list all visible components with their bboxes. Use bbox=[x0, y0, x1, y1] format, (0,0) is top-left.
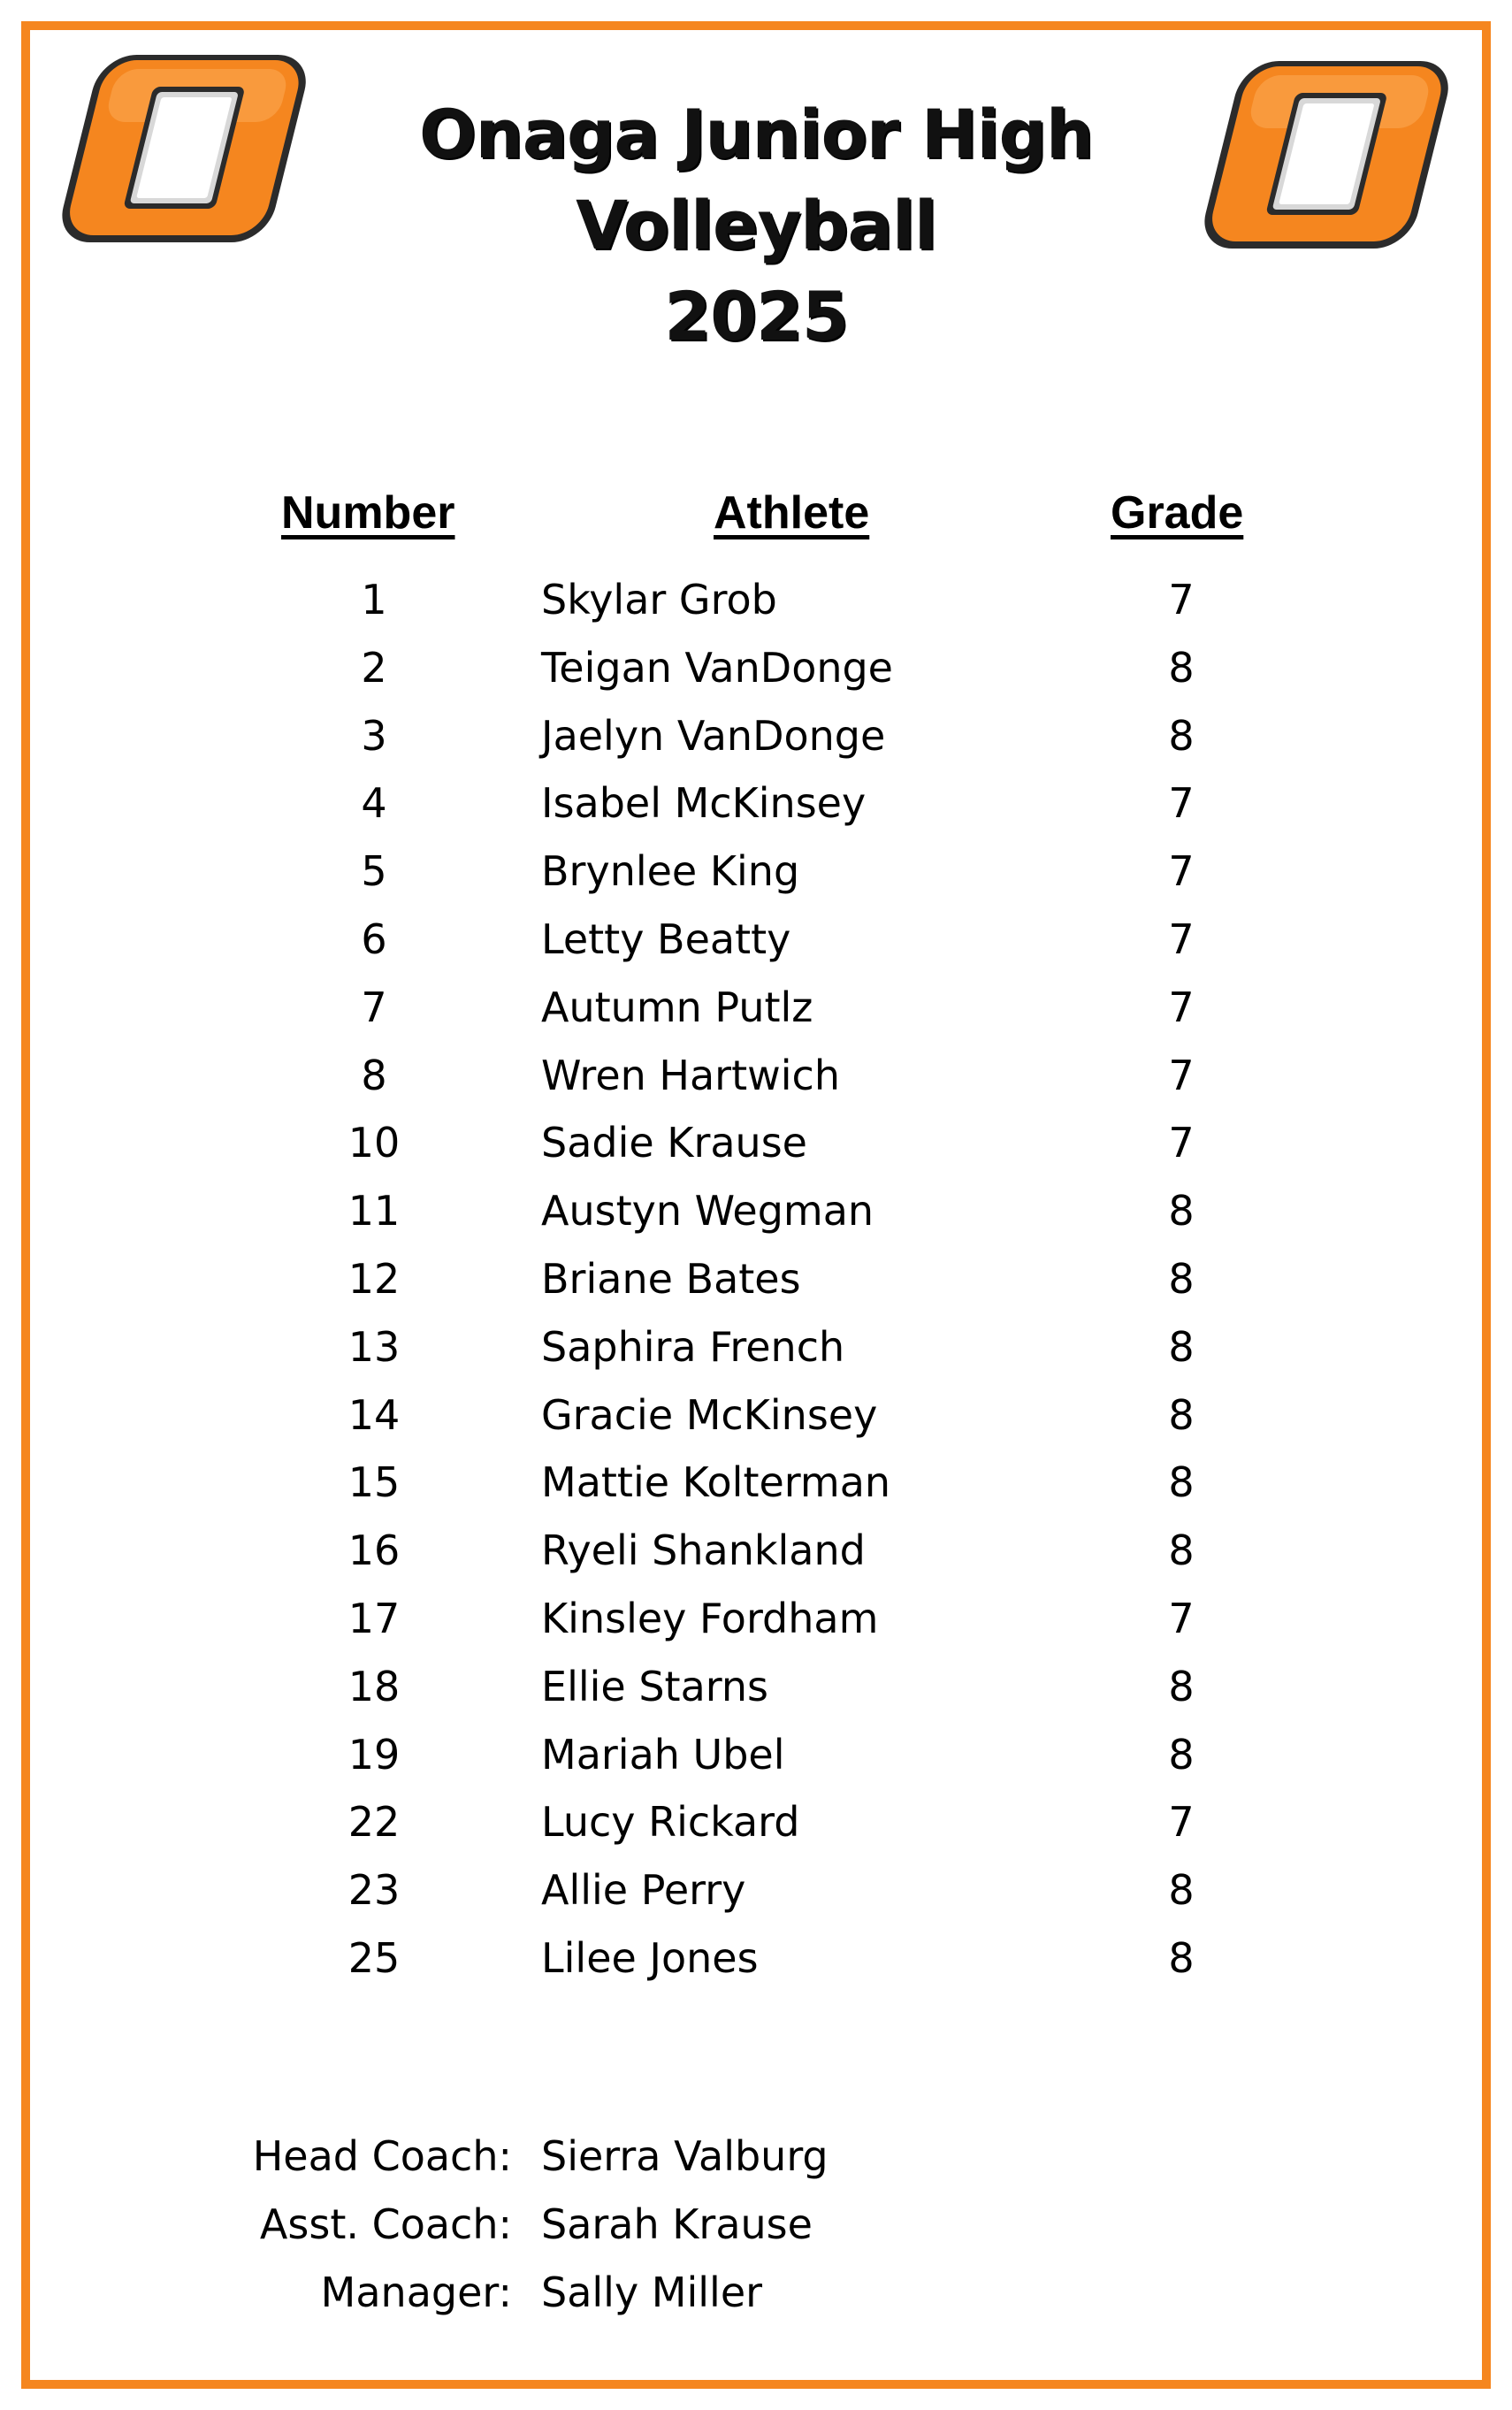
cell-number: 2 bbox=[361, 643, 387, 692]
cell-athlete: Lilee Jones bbox=[541, 1933, 759, 1982]
title-line-year: 2025 bbox=[664, 277, 848, 356]
cell-grade: 8 bbox=[1168, 1866, 1195, 1915]
cell-number: 4 bbox=[361, 779, 387, 828]
cell-number: 10 bbox=[347, 1119, 401, 1167]
table-row bbox=[0, 1653, 1512, 1721]
table-row bbox=[0, 769, 1512, 838]
table-row bbox=[0, 1109, 1512, 1177]
cell-grade: 8 bbox=[1168, 1322, 1195, 1371]
staff-name: Sierra Valburg bbox=[541, 2132, 829, 2180]
cell-athlete: Briane Bates bbox=[541, 1254, 801, 1303]
table-row bbox=[0, 1788, 1512, 1856]
staff-row-head-coach bbox=[0, 2123, 1512, 2191]
table-row bbox=[0, 634, 1512, 702]
cell-athlete: Teigan VanDonge bbox=[541, 643, 893, 692]
cell-number: 3 bbox=[361, 711, 387, 760]
cell-grade: 8 bbox=[1168, 1933, 1195, 1982]
table-row bbox=[0, 1856, 1512, 1924]
cell-grade: 8 bbox=[1168, 1662, 1195, 1710]
table-row bbox=[0, 1313, 1512, 1381]
staff-name: Sally Miller bbox=[541, 2268, 763, 2316]
title-line-sport: Volleyball bbox=[576, 186, 936, 264]
table-row bbox=[0, 1924, 1512, 1993]
cell-number: 8 bbox=[361, 1051, 387, 1099]
cell-grade: 7 bbox=[1168, 1594, 1195, 1642]
cell-number: 25 bbox=[347, 1933, 401, 1982]
cell-number: 15 bbox=[347, 1458, 401, 1507]
table-row bbox=[0, 1449, 1512, 1517]
table-row bbox=[0, 702, 1512, 770]
header-number: Number bbox=[281, 487, 455, 539]
cell-grade: 7 bbox=[1168, 1119, 1195, 1167]
cell-grade: 8 bbox=[1168, 1730, 1195, 1779]
header-athlete: Athlete bbox=[714, 487, 870, 539]
cell-grade: 7 bbox=[1168, 576, 1195, 624]
cell-number: 18 bbox=[347, 1662, 401, 1710]
cell-athlete: Letty Beatty bbox=[541, 914, 791, 963]
cell-number: 5 bbox=[361, 847, 387, 896]
cell-grade: 8 bbox=[1168, 711, 1195, 760]
cell-athlete: Skylar Grob bbox=[541, 576, 777, 624]
cell-number: 16 bbox=[347, 1526, 401, 1575]
cell-grade: 8 bbox=[1168, 1458, 1195, 1507]
table-row bbox=[0, 974, 1512, 1042]
cell-number: 22 bbox=[347, 1798, 401, 1847]
table-row bbox=[0, 1381, 1512, 1450]
table-row bbox=[0, 1721, 1512, 1789]
cell-number: 1 bbox=[361, 576, 387, 624]
cell-grade: 8 bbox=[1168, 643, 1195, 692]
cell-grade: 7 bbox=[1168, 1798, 1195, 1847]
cell-athlete: Jaelyn VanDonge bbox=[541, 711, 886, 760]
table-row bbox=[0, 1585, 1512, 1653]
table-row bbox=[0, 566, 1512, 634]
cell-athlete: Sadie Krause bbox=[541, 1119, 807, 1167]
cell-grade: 7 bbox=[1168, 847, 1195, 896]
table-row bbox=[0, 1245, 1512, 1313]
header-grade: Grade bbox=[1111, 487, 1244, 539]
cell-athlete: Austyn Wegman bbox=[541, 1187, 874, 1236]
cell-athlete: Ellie Starns bbox=[541, 1662, 768, 1710]
table-row bbox=[0, 838, 1512, 906]
roster-table bbox=[0, 486, 1512, 1982]
cell-grade: 7 bbox=[1168, 1051, 1195, 1099]
table-header-row bbox=[0, 486, 1512, 557]
staff-label: Asst. Coach: bbox=[259, 2200, 512, 2248]
page-title bbox=[0, 88, 1512, 362]
cell-grade: 8 bbox=[1168, 1254, 1195, 1303]
cell-grade: 8 bbox=[1168, 1187, 1195, 1236]
cell-number: 13 bbox=[347, 1322, 401, 1371]
cell-athlete: Lucy Rickard bbox=[541, 1798, 800, 1847]
staff-list bbox=[0, 2123, 1512, 2326]
title-line-school: Onaga Junior High bbox=[419, 95, 1093, 173]
cell-athlete: Isabel McKinsey bbox=[541, 779, 867, 828]
cell-number: 14 bbox=[347, 1390, 401, 1439]
cell-grade: 7 bbox=[1168, 779, 1195, 828]
cell-number: 17 bbox=[347, 1594, 401, 1642]
cell-grade: 8 bbox=[1168, 1526, 1195, 1575]
table-body bbox=[0, 566, 1512, 1993]
cell-athlete: Autumn Putlz bbox=[541, 983, 813, 1031]
cell-athlete: Ryeli Shankland bbox=[541, 1526, 866, 1575]
cell-athlete: Mattie Kolterman bbox=[541, 1458, 891, 1507]
staff-name: Sarah Krause bbox=[541, 2200, 813, 2248]
cell-number: 23 bbox=[347, 1866, 401, 1915]
cell-number: 12 bbox=[347, 1254, 401, 1303]
cell-number: 7 bbox=[361, 983, 387, 1031]
cell-athlete: Allie Perry bbox=[541, 1866, 746, 1915]
cell-number: 6 bbox=[361, 914, 387, 963]
cell-athlete: Saphira French bbox=[541, 1322, 845, 1371]
cell-number: 19 bbox=[347, 1730, 401, 1779]
cell-athlete: Mariah Ubel bbox=[541, 1730, 785, 1779]
cell-athlete: Brynlee King bbox=[541, 847, 800, 896]
cell-athlete: Gracie McKinsey bbox=[541, 1390, 878, 1439]
table-row bbox=[0, 1177, 1512, 1245]
cell-grade: 8 bbox=[1168, 1390, 1195, 1439]
staff-row-manager bbox=[0, 2259, 1512, 2327]
cell-athlete: Wren Hartwich bbox=[541, 1051, 840, 1099]
cell-grade: 7 bbox=[1168, 914, 1195, 963]
staff-row-asst-coach bbox=[0, 2191, 1512, 2259]
staff-label: Manager: bbox=[320, 2268, 512, 2316]
cell-athlete: Kinsley Fordham bbox=[541, 1594, 879, 1642]
table-row bbox=[0, 1517, 1512, 1585]
cell-number: 11 bbox=[347, 1187, 401, 1236]
table-row bbox=[0, 1042, 1512, 1110]
table-row bbox=[0, 906, 1512, 974]
staff-label: Head Coach: bbox=[252, 2132, 512, 2180]
cell-grade: 7 bbox=[1168, 983, 1195, 1031]
